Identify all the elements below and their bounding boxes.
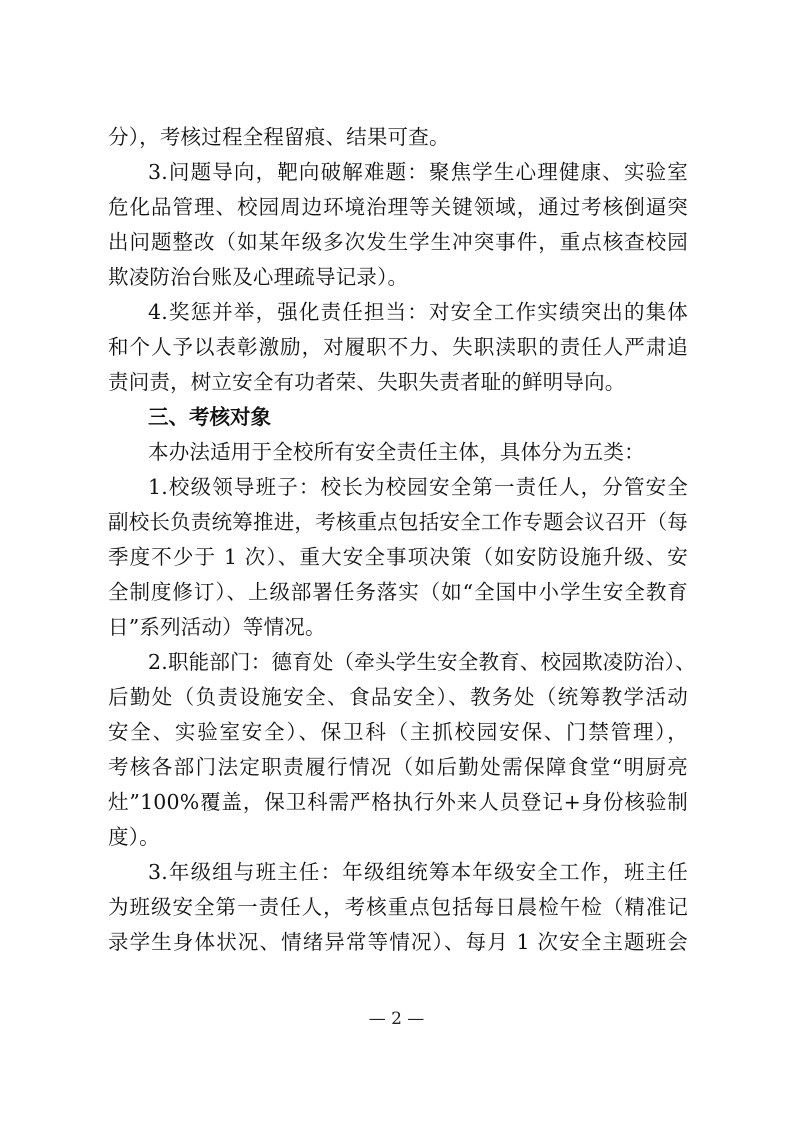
text-line: 录学生身体状况、情绪异常等情况）、每月 1 次安全主题班会 [108,930,688,954]
text-line: 3.年级组与班主任：年级组统筹本年级安全工作，班主任 [148,860,688,884]
text-line: 2.职能部门：德育处（牵头学生安全教育、校园欺凌防治）、 [148,650,696,674]
page-number: — 2 — [368,1009,425,1029]
text-line: 为班级安全第一责任人，考核重点包括每日晨检午检（精准记 [108,895,688,919]
text-line: 度）。 [108,825,160,849]
text-line: 本办法适用于全校所有安全责任主体，具体分为五类： [148,440,645,464]
text-line: 安全、实验室安全）、保卫科（主抓校园安保、门禁管理）， [108,720,688,744]
text-line: 1.校级领导班子：校长为校园安全第一责任人，分管安全 [148,475,688,499]
text-line: 4.奖惩并举，强化责任担当：对安全工作实绩突出的集体 [148,300,688,324]
text-line: 出问题整改（如某年级多次发生学生冲突事件，重点核查校园 [108,230,688,254]
text-line: 分），考核过程全程留痕、结果可查。 [108,125,450,149]
text-line: 副校长负责统筹推进，考核重点包括安全工作专题会议召开（每 [108,510,688,534]
text-line: 危化品管理、校园周边环境治理等关键领域，通过考核倒逼突 [108,195,688,219]
text-line: 后勤处（负责设施安全、食品安全）、教务处（统筹教学活动 [108,685,688,709]
text-line: 日”系列活动）等情况。 [108,615,326,639]
text-line: 欺凌防治台账及心理疏导记录）。 [108,265,409,289]
text-line: 和个人予以表彰激励，对履职不力、失职渎职的责任人严肃追 [108,335,688,359]
text-line: 3.问题导向，靶向破解难题：聚焦学生心理健康、实验室 [148,160,688,184]
section-heading: 三、考核对象 [148,405,271,429]
text-line: 季度不少于 1 次）、重大安全事项决策（如安防设施升级、安 [108,545,688,569]
text-line: 考核各部门法定职责履行情况（如后勤处需保障食堂“明厨亮 [108,755,688,779]
text-line: 责问责，树立安全有功者荣、失职失责者耻的鲜明导向。 [108,370,626,394]
text-line: 全制度修订）、上级部署任务落实（如“全国中小学生安全教育 [108,580,688,604]
text-line: 灶”100%覆盖，保卫科需严格执行外来人员登记+身份核验制 [108,790,688,814]
